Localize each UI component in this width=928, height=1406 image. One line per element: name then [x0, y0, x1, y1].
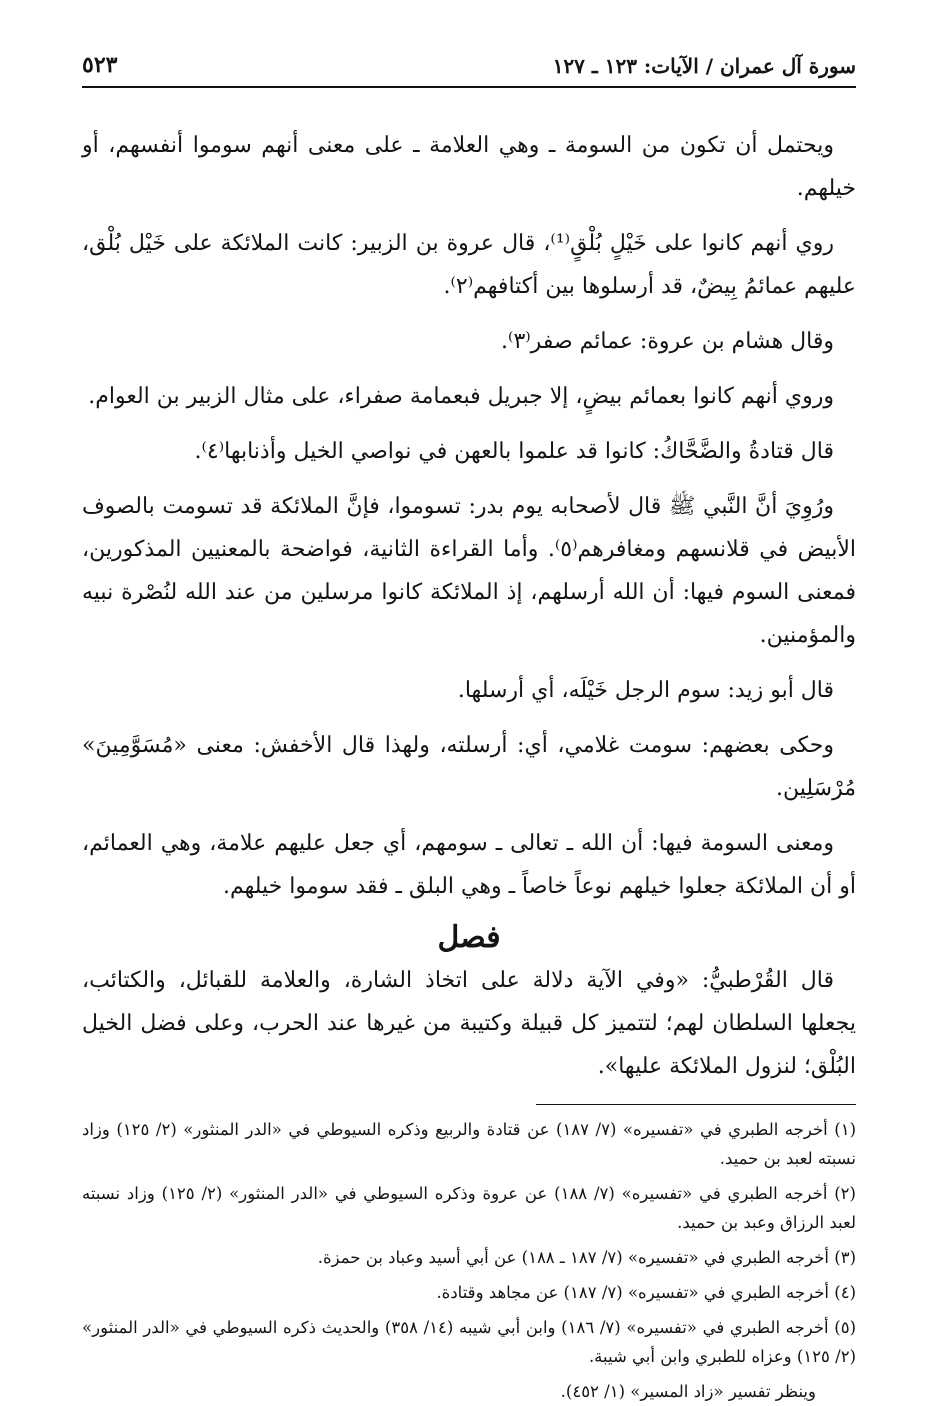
paragraph: وحكى بعضهم: سومت غلامي، أي: أرسلته، ولهذا قال الأخفش: معنى «مُسَوَّمِينَ» مُرْسَلِين. — [82, 733, 856, 801]
page-number: ٥٢٣ — [82, 52, 118, 78]
paragraph: قال قتادةُ والضَّحَّاكُ: كانوا قد علموا بالعهن في نواصي الخيل وأذنابها⁽٤⁾. — [194, 439, 834, 464]
footnote: (٢) أخرجه الطبري في «تفسيره» (٧/ ١٨٨) عن عروة وذكره السيوطي في «الدر المنثور» (٢/ ١٢٥) وزاد نسبته لعبد الرزاق وعبد بن حميد. — [82, 1184, 856, 1232]
footnote: (٤) أخرجه الطبري في «تفسيره» (٧/ ١٨٧) عن مجاهد وقتادة. — [436, 1283, 856, 1302]
footnote-divider — [536, 1104, 856, 1105]
section-paragraph: قال القُرْطبيُّ: «وفي الآية دلالة على اتخاذ الشارة، والعلامة للقبائل، والكتائب، يجعلها السلطان لهم؛ لتتميز كل قبيلة وكتيبة من غيرها عند الحرب، وعلى فضل الخيل البُلْق؛ لنزول الملائكة عليها». — [82, 968, 856, 1079]
paragraph: ويحتمل أن تكون من السومة ـ وهي العلامة ـ على معنى أنهم سوموا أنفسهم، أو خيلهم. — [82, 133, 856, 201]
surah-title: سورة آل عمران / الآيات: ١٢٣ ـ ١٢٧ — [552, 54, 856, 78]
footnote-extra: وينظر تفسير «زاد المسير» (١/ ٤٥٢). — [560, 1382, 816, 1401]
running-header — [82, 52, 856, 88]
footnotes — [82, 1115, 856, 1406]
paragraph: وروي أنهم كانوا بعمائم بيضٍ، إلا جبريل فبعمامة صفراء، على مثال الزبير بن العوام. — [88, 384, 834, 409]
paragraph: قال أبو زيد: سوم الرجل خَيْلَه، أي أرسلها. — [457, 678, 834, 703]
paragraph: ورُوِيَ أنَّ النَّبي ﷺ قال لأصحابه يوم بدر: تسوموا، فإنَّ الملائكة قد تسومت بالصوف الأبيض في قلانسهم ومغافرهم⁽٥⁾. وأما القراءة الثانية، فواضحة بالمعنيين المذكورين، فمعنى السوم فيها: أن الله أرسلهم، إذ الملائكة كانوا مرسلين من عند الله لنُصْرة نبيه والمؤمنين. — [82, 494, 856, 648]
section-heading: فصل — [437, 920, 501, 955]
paragraph: روي أنهم كانوا على خَيْلٍ بُلْقٍ⁽¹⁾، قال عروة بن الزبير: كانت الملائكة على خَيْل بُلْق، عليهم عمائمُ بِيضٌ، قد أرسلوها بين أكتافهم⁽٢⁾. — [82, 231, 856, 299]
footnote: (١) أخرجه الطبري في «تفسيره» (٧/ ١٨٧) عن قتادة والربيع وذكره السيوطي في «الدر المنثور» (٢/ ١٢٥) وزاد نسبته لعبد بن حميد. — [82, 1120, 856, 1168]
paragraph: ومعنى السومة فيها: أن الله ـ تعالى ـ سومهم، أي جعل عليهم علامة، وهي العمائم، أو أن الملائكة جعلوا خيلهم نوعاً خاصاً ـ وهي البلق ـ فقد سوموا خيلهم. — [82, 831, 856, 899]
footnote: (٥) أخرجه الطبري في «تفسيره» (٧/ ١٨٦) وابن أبي شيبه (١٤/ ٣٥٨) والحديث ذكره السيوطي في «الدر المنثور» (٢/ ١٢٥) وعزاه للطبري وابن أبي شيبة. — [82, 1318, 857, 1366]
paragraph: وقال هشام بن عروة: عمائم صفر⁽٣⁾. — [501, 329, 834, 354]
main-text — [82, 124, 856, 1088]
footnote: (٣) أخرجه الطبري في «تفسيره» (٧/ ١٨٧ ـ ١٨٨) عن أبي أسيد وعباد بن حمزة. — [317, 1248, 856, 1267]
